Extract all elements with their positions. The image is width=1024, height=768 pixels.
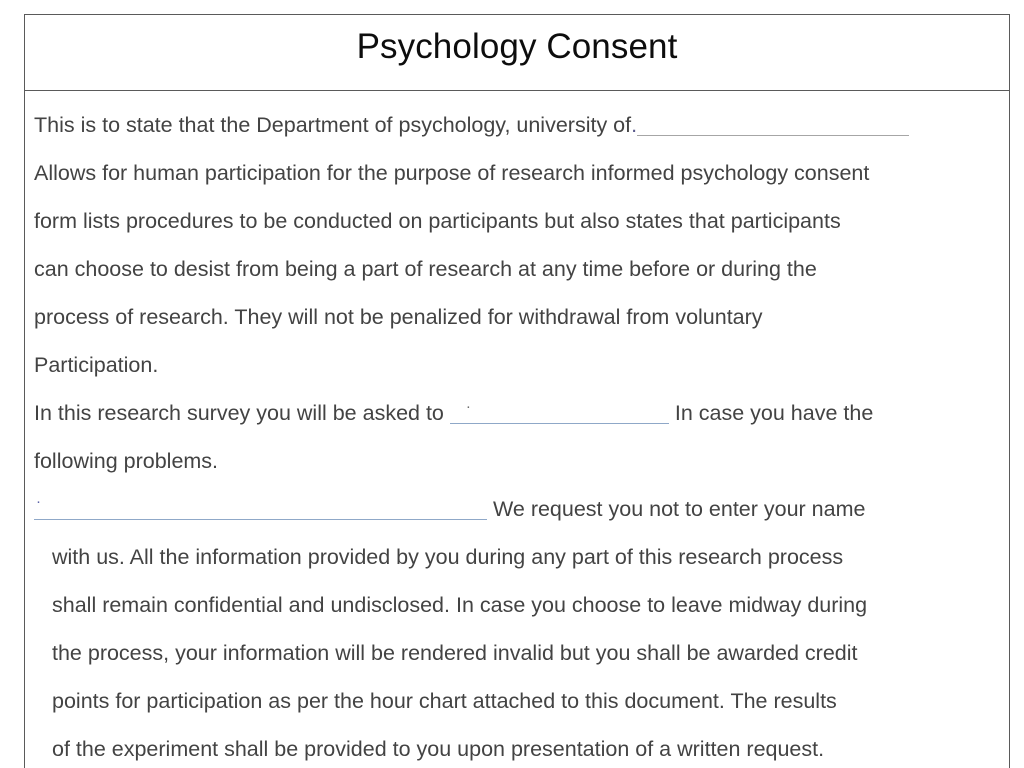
survey-task-after-text: In case you have the [674,401,874,425]
intro-text: This is to state that the Department of psychology, university of [34,113,632,137]
consent-form-container [24,14,1010,768]
allowance-line-5: Participation. [34,353,159,377]
confidentiality-line-3: the process, your information will be rendered invalid but you shall be awarded credit [52,641,858,665]
problems-after-text: We request you not to enter your name [492,497,866,521]
asked-to-blank-mark: · [465,398,471,415]
survey-task-line [34,389,997,437]
form-header [25,15,1009,91]
paragraph-confidentiality [25,533,1009,768]
confidentiality-line-1: with us. All the information provided by you during any part of this research process [52,545,844,569]
allowance-line-2: form lists procedures to be conducted on participants but also states that participants [34,209,841,233]
confidentiality-line-2: shall remain confidential and undisclosed. In case you choose to leave midway during [52,593,868,617]
problems-blank-line [34,485,997,533]
paragraph-allowance [25,149,1009,389]
asked-to-blank-field[interactable] [450,397,669,424]
paragraph-intro [25,91,1009,149]
confidentiality-line-5: of the experiment shall be provided to you upon presentation of a written request. [52,737,825,761]
problems-blank-field[interactable] [34,493,487,520]
intro-period-mark: . [631,113,638,137]
confidentiality-line-4: points for participation as per the hour chart attached to this document. The results [52,689,837,713]
university-blank-field[interactable] [637,109,909,136]
intro-line [34,101,997,149]
survey-task-before-text: In this research survey you will be asked to [34,401,444,425]
paragraph-problems-blank [25,485,1009,533]
form-body [25,91,1009,768]
survey-task-next-line: following problems. [34,449,219,473]
allowance-line-3: can choose to desist from being a part of research at any time before or during the [34,257,817,281]
form-title: Psychology Consent [356,27,678,66]
allowance-line-4: process of research. They will not be penalized for withdrawal from voluntary [34,305,763,329]
allowance-line-1: Allows for human participation for the purpose of research informed psychology consent [34,161,870,185]
paragraph-survey-task [25,389,1009,485]
problems-blank-mark: · [36,493,41,510]
